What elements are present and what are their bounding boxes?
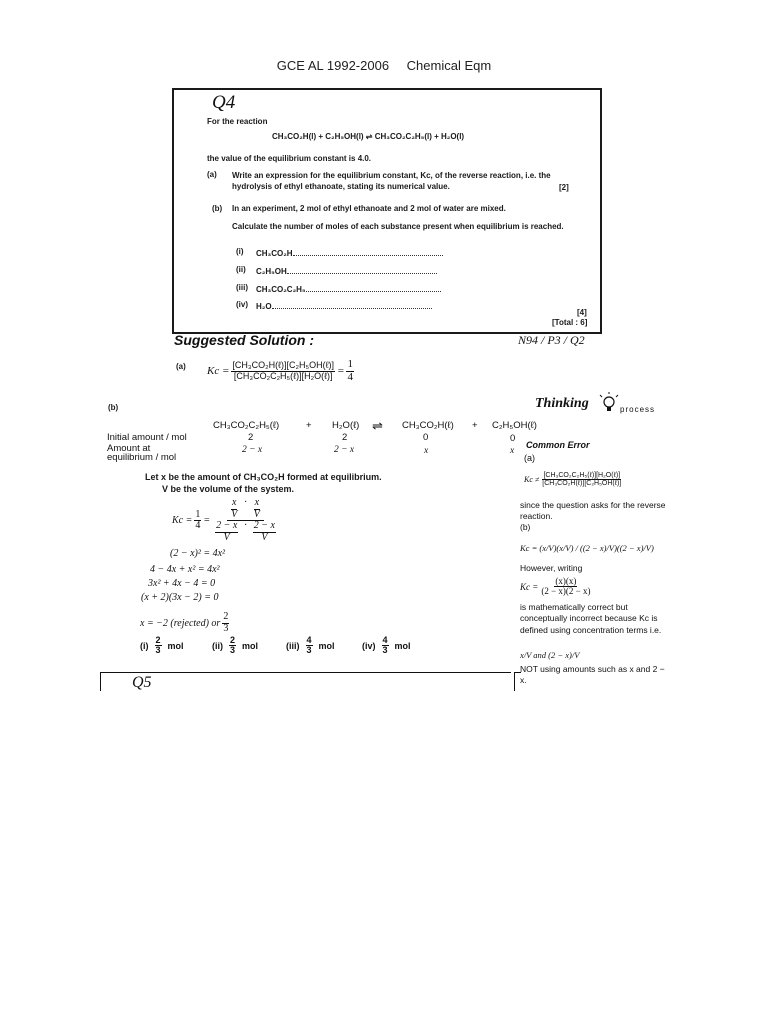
- answer-iii: (iii) $\frac{4}{3}$ mol: [286, 635, 335, 656]
- part-b-text: In an experiment, 2 mol of ethyl ethanoate and 2 mol of water are mixed.: [232, 204, 506, 213]
- question-intro: For the reaction: [207, 117, 268, 126]
- kc-symbol: Kc =: [207, 365, 230, 378]
- part-b-calc: Calculate the number of moles of each substance present when equilibrium is reached.: [232, 222, 564, 231]
- initial-ethanol: 0: [510, 433, 516, 444]
- part-a-label: (a): [207, 170, 217, 179]
- let-x-line: Let x be the amount of CH₃CO₂H formed at equilibrium.: [145, 472, 382, 482]
- species-water: H₂O(ℓ): [332, 420, 360, 431]
- solution-b-label: (b): [108, 403, 119, 412]
- total-marks: [Total : 6]: [552, 318, 588, 327]
- process-label: process: [620, 405, 656, 414]
- solution-title: Suggested Solution :: [174, 332, 314, 348]
- solution-a-label: (a): [176, 362, 186, 371]
- common-error-b-label: (b): [520, 522, 531, 532]
- item-ii-num: (ii): [236, 265, 246, 274]
- item-ii-species: C₂H₅OH: [256, 265, 437, 276]
- eq-ester: 2 − x: [242, 445, 263, 455]
- next-question-border-right: [514, 672, 521, 691]
- initial-acid: 0: [423, 432, 429, 443]
- kc-denominator: [CH₃CO₂C₂H₅(ℓ)][H₂O(ℓ)]: [233, 370, 333, 381]
- equilibrium-arrow: ⇌: [372, 418, 383, 433]
- common-error-b-expression: Kc = (x/V)(x/V) / ((2 − x)/V)((2 − x)/V): [520, 543, 654, 553]
- step-2: 4 − 4x + x² = 4x²: [150, 564, 220, 575]
- item-iii-num: (iii): [236, 283, 248, 292]
- part-a-marks: [2]: [559, 183, 569, 192]
- kc-numerator: [CH₃CO₂H(ℓ)][C₂H₅OH(ℓ)]: [232, 360, 334, 371]
- eq-ethanol: x: [510, 446, 515, 456]
- species-acid: CH₃CO₂H(ℓ): [402, 420, 454, 431]
- solution-a-expression: [207, 359, 356, 383]
- species-plus-1: +: [306, 420, 312, 431]
- initial-water: 2: [342, 432, 348, 443]
- step-3: 3x² + 4x − 4 = 0: [148, 578, 216, 589]
- row-equilibrium-label: Amount at equilibrium / mol: [107, 443, 177, 463]
- common-error-heading: Common Error: [526, 440, 590, 450]
- question-label: Q4: [212, 92, 236, 113]
- page-header: [0, 58, 768, 73]
- conceptual-error-text: is mathematically correct but conceptually incorrect because Kc is defined using concentration terms i.e.: [520, 602, 662, 635]
- common-error-a-reason: since the question asks for the reverse reaction.: [520, 500, 666, 522]
- let-v-line: V be the volume of the system.: [162, 484, 295, 494]
- item-i-num: (i): [236, 247, 244, 256]
- kc-fraction: [231, 361, 335, 381]
- kc-equals: =: [337, 365, 345, 378]
- kc-value: $\frac{1}{4}$: [347, 358, 353, 383]
- species-plus-2: +: [472, 420, 478, 431]
- wrong-kc-expression: Kc ≠ $\frac{\text{[CH₃CO₂C₂H₅(ℓ)][H₂O(ℓ)]}}{\text{[CH₃CO₂H(ℓ)][C₂H₅OH(ℓ)]}}$: [524, 472, 622, 488]
- item-iv-num: (iv): [236, 300, 248, 309]
- next-question-label: Q5: [132, 674, 152, 691]
- question-reference: N94 / P3 / Q2: [518, 333, 585, 347]
- step-1: (2 − x)² = 4x²: [170, 548, 226, 559]
- row-initial-label: Initial amount / mol: [107, 432, 187, 443]
- however-text: However, writing: [520, 563, 583, 573]
- next-question-border: [100, 672, 511, 691]
- header-course: GCE AL 1992-2006: [276, 58, 390, 73]
- kc-math-expression: Kc = $\frac{(x)(x)}{(2 - x)(2 - x)}$: [520, 576, 591, 597]
- species-ester: CH₃CO₂C₂H₅(ℓ): [213, 420, 280, 431]
- item-iv-species: H₂O: [256, 300, 432, 311]
- header-topic: Chemical Eqm: [406, 58, 492, 73]
- part-a-text: Write an expression for the equilibrium constant, Kc, of the reverse reaction, i.e. the hydrolysis of ethyl ethanoate, stating its numerical value.: [232, 171, 551, 191]
- initial-ester: 2: [248, 432, 254, 443]
- step-5: x = −2 (rejected) or $\frac{2}{3}$: [140, 611, 229, 634]
- thinking-heading: Thinking: [535, 396, 589, 411]
- eq-water: 2 − x: [334, 445, 355, 455]
- kc-x-expression: Kc = $\frac{1}{4}$ = $\frac{x}{V}$ · $\frac{x}{V}$ $\frac{2 - x}{V}$ · $\frac{2 - x}{V}$: [172, 498, 281, 543]
- answer-i: (i) $\frac{2}{3}$ mol: [140, 635, 184, 656]
- lightbulb-icon: [598, 392, 620, 414]
- answer-iv: (iv) $\frac{4}{3}$ mol: [362, 635, 411, 656]
- not-amounts-text: NOT using amounts such as x and 2 − x.: [520, 664, 665, 686]
- answer-ii: (ii) $\frac{2}{3}$ mol: [212, 635, 259, 656]
- kc-x-fraction: $\frac{x}{V}$ · $\frac{x}{V}$ $\frac{2 - x}{V}$ · $\frac{2 - x}{V}$: [216, 497, 275, 543]
- step-4: (x + 2)(3x − 2) = 0: [141, 592, 219, 603]
- eq-acid: x: [424, 446, 429, 456]
- part-b-label: (b): [212, 204, 223, 213]
- kc-statement: the value of the equilibrium constant is 4.0.: [207, 154, 372, 163]
- reaction-equation: CH₃CO₂H(l) + C₂H₅OH(l) ⇌ CH₃CO₂C₂H₅(l) + H₂O(l): [272, 132, 465, 141]
- item-i-species: CH₃CO₂H: [256, 247, 443, 258]
- concentration-terms: x/V and (2 − x)/V: [520, 650, 580, 660]
- part-b-marks: [4]: [577, 308, 587, 317]
- item-iii-species: CH₃CO₂C₂H₅: [256, 283, 441, 294]
- species-ethanol: C₂H₅OH(ℓ): [492, 420, 537, 431]
- common-error-a-label: (a): [524, 453, 535, 463]
